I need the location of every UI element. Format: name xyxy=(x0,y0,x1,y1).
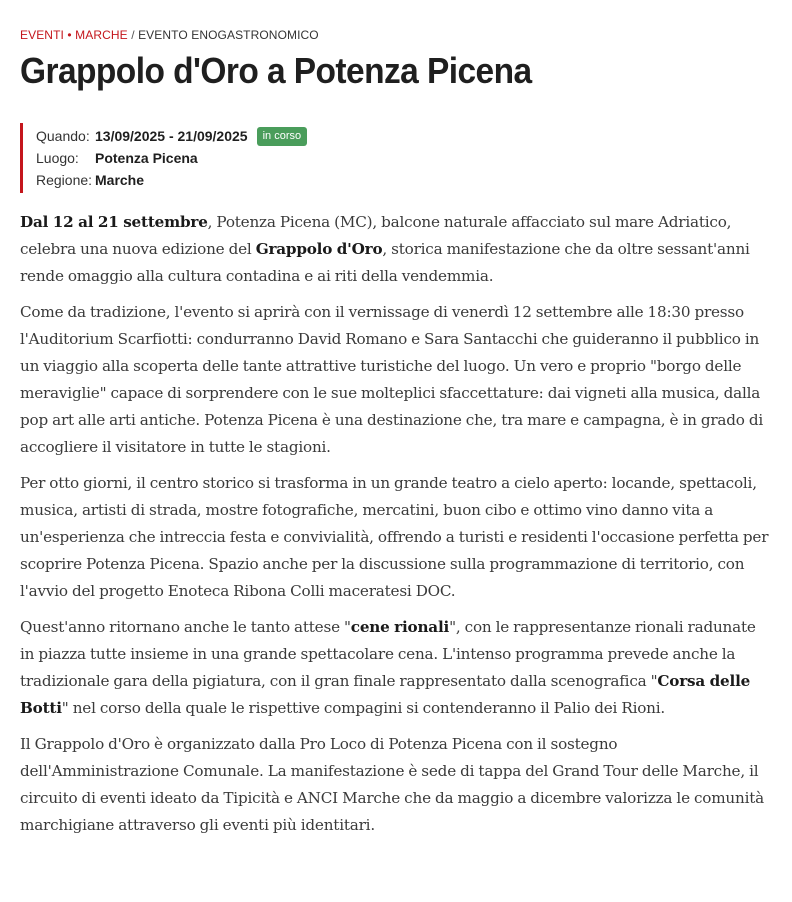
where-label: Luogo: xyxy=(36,150,79,166)
paragraph-2: Come da tradizione, l'evento si aprirà con il vernissage di venerdì 12 settembre alle 18:30 presso l'Auditorium Scarfiotti: condurranno David Romano e Sara Santacchi che guideranno il pubblico in un viaggio alla scoperta delle tante attrattive turistiche del luogo. Un vero e proprio "borgo delle meraviglie" capace di sorprendere con le sue molteplici sfaccettature: dai vigneti alla musica, dalla pop art alle arti antiche. Potenza Picena è una destinazione che, tra mare e campagna, è in grado di accogliere il visitatore in tutte le stagioni. xyxy=(20,303,764,456)
paragraph-3: Per otto giorni, il centro storico si trasforma in un grande teatro a cielo aperto: locande, spettacoli, musica, artisti di strada, mostre fotografiche, mercatini, buon cibo e ottimo vino danno vita a un'esperienza che intreccia festa e convivialità, offrendo a turisti e residenti l'occasione perfetta per scoprire Potenza Picena. Spazio anche per la discussione sulla programmazione di territorio, con l'avvio del progetto Enoteca Ribona Colli maceratesi DOC. xyxy=(20,474,769,600)
region-label: Regione: xyxy=(36,172,93,188)
breadcrumb xyxy=(20,27,772,43)
status-badge: in corso xyxy=(257,127,308,146)
breadcrumb-link-eventi[interactable]: EVENTI xyxy=(20,28,64,42)
text-span: " nel corso della quale le rispettive compagini si contenderanno il Palio dei Rioni. xyxy=(61,699,666,717)
bold-cene-rionali: cene rionali xyxy=(350,618,450,636)
bold-event-name: Grappolo d'Oro xyxy=(255,240,383,258)
region-value: Marche xyxy=(95,172,145,188)
when-label: Quando: xyxy=(36,128,90,144)
paragraph-1 xyxy=(20,209,772,290)
info-row-region xyxy=(36,169,772,191)
breadcrumb-link-marche[interactable]: MARCHE xyxy=(75,28,128,42)
text-span: ", con le rappresentanze rionali radunate in piazza tutte insieme in una grande spettacolare cena. L'intenso programma prevede anche la tradizionale gara della pigiatura, con il gran finale rappresentato dalla scenografica " xyxy=(20,618,756,690)
when-value: 13/09/2025 - 21/09/2025 xyxy=(95,128,248,144)
paragraph-4 xyxy=(20,614,772,722)
page-title: Grappolo d'Oro a Potenza Picena xyxy=(20,50,532,91)
breadcrumb-current: EVENTO ENOGASTRONOMICO xyxy=(138,28,319,42)
info-row-where xyxy=(36,147,772,169)
article-body xyxy=(20,209,772,839)
text-span: , storica manifestazione che da oltre sessant'anni rende omaggio alla cultura contadina e ai riti della vendemmia. xyxy=(20,240,750,285)
breadcrumb-dot: • xyxy=(67,28,72,42)
text-span: , Potenza Picena (MC), balcone naturale affacciato sul mare Adriatico, celebra una nuova edizione del xyxy=(20,213,732,258)
bold-corsa-botti: Corsa delle Botti xyxy=(20,672,751,717)
event-info-box xyxy=(20,123,772,193)
bold-dates: Dal 12 al 21 settembre xyxy=(20,213,208,231)
info-row-when xyxy=(36,125,772,147)
paragraph-5: Il Grappolo d'Oro è organizzato dalla Pro Loco di Potenza Picena con il sostegno dell'Amministrazione Comunale. La manifestazione è sede di tappa del Grand Tour delle Marche, il circuito di eventi ideato da Tipicità e ANCI Marche che da maggio a dicembre valorizza le comunità marchigiane attraverso gli eventi più identitari. xyxy=(20,735,765,834)
breadcrumb-separator: / xyxy=(131,28,135,42)
text-span: Quest'anno ritornano anche le tanto attese " xyxy=(20,618,351,636)
where-value: Potenza Picena xyxy=(95,150,198,166)
